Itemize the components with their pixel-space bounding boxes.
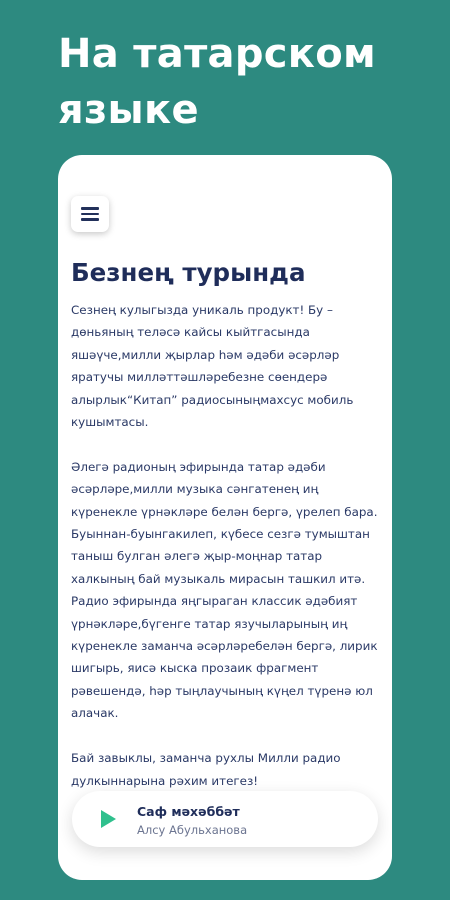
menu-button[interactable]: [71, 196, 109, 232]
hamburger-menu-icon: [81, 207, 99, 221]
promo-headline-line-1: На татарском: [58, 31, 377, 77]
promo-headline: [58, 26, 438, 138]
about-paragraph: Сезнең кулыгызда уникаль продукт! Бу – дөньяның теләсә кайсы кыйтгасында яшәүче,милли җырлар һәм әдәби әсәрләр яратучы милләттәшләребезне сөендерә алырлык“Китап” радиосыныңмахсус мобиль кушымтасы.: [71, 303, 354, 430]
play-icon[interactable]: [101, 810, 116, 828]
track-artist: Алсу Абульханова: [137, 823, 248, 837]
promo-headline-line-2: языке: [58, 87, 199, 133]
about-text: [71, 299, 383, 814]
track-title: Саф мәхәббәт: [137, 804, 240, 819]
about-card: [58, 155, 392, 880]
mini-player[interactable]: [72, 791, 378, 847]
page-title: Безнең турында: [71, 258, 306, 287]
about-paragraph: Бай завыклы, заманча рухлы Милли радио дулкыннарына рәхим итегез!: [71, 751, 341, 788]
about-paragraph: Әлегә радионың эфирында татар әдәби әсәрләре,милли музыка сәнгатенең иң күренекле үрнәкләре белән бергә, үрелеп бара. Буыннан-буынгакилеп, күбесе сезгә тумыштан таныш булган әлегә җыр-моңнар татар халкының бай музыкаль мирасын ташкил итә. Радио эфирында яңгыраган классик әдәбият үрнәкләре,бүгенге татар язучыларының иң күренекле заманча әсәрләребелән бергә, лирик шигырь, яисә кыска прозаик фрагмент рәвешендә, һәр тыңлаучының күңел түренә юл алачак.: [71, 459, 378, 721]
